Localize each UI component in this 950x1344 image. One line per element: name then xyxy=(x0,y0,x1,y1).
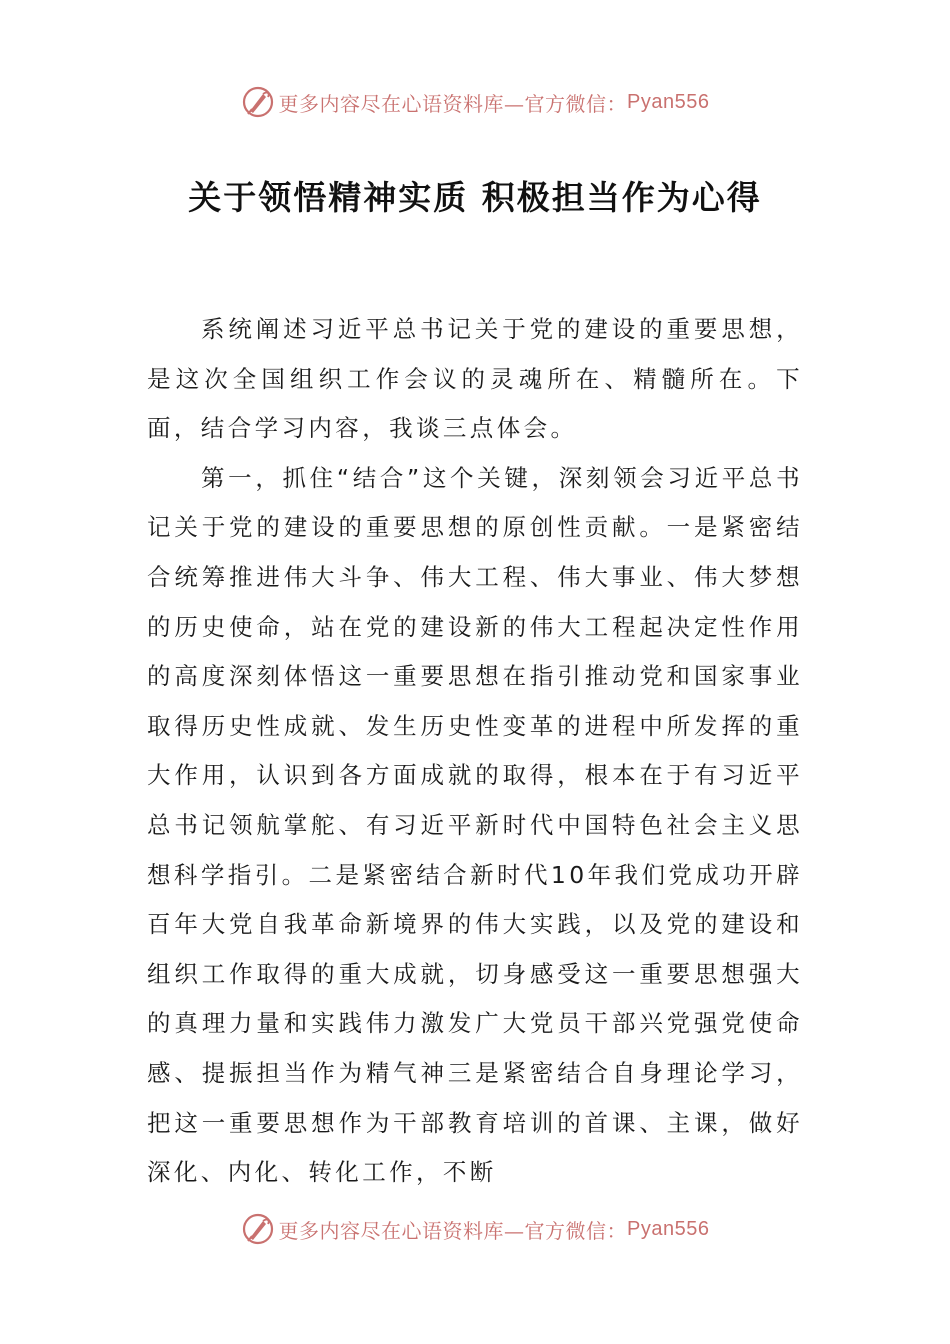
quill-logo-icon xyxy=(241,1212,275,1246)
header-wechat-id: Pyan556 xyxy=(627,90,710,113)
quill-logo-icon xyxy=(241,85,275,119)
document-body-viewport xyxy=(140,305,820,1187)
footer-wechat-id: Pyan556 xyxy=(627,1217,710,1240)
footer-watermark-banner xyxy=(0,1209,950,1249)
paragraph-1: 系统阐述习近平总书记关于党的建设的重要思想，是这次全国组织工作会议的灵魂所在、精髓所在。下面，结合学习内容，我谈三点体会。 xyxy=(147,315,803,443)
document-body xyxy=(147,305,803,1198)
document-title: 关于领悟精神实质 积极担当作为心得 xyxy=(188,178,762,217)
header-watermark-banner xyxy=(0,82,950,122)
paragraph-2: 第一，抓住“结合”这个关键，深刻领会习近平总书记关于党的建设的重要思想的原创性贡献。一是紧密结合统筹推进伟大斗争、伟大工程、伟大事业、伟大梦想的历史使命，站在党的建设新的伟大工程起决定性作用的高度深刻体悟这一重要思想在指引推动党和国家事业取得历史性成就、发生历史性变革的进程中所发挥的重大作用，认识到各方面成就的取得，根本在于有习近平总书记领航掌舵、有习近平新时代中国特色社会主义思想科学指引。二是紧密结合新时代10年我们党成功开辟百年大党自我革命新境界的伟大实践，以及党的建设和组织工作取得的重大成就，切身感受这一重要思想强大的真理力量和实践伟力激发广大党员干部兴党强党使命感、提振担当作为精气神三是紧密结合自身理论学习，把这一重要思想作为干部教育培训的首课、主课，做好深化、内化、转化工作，不断 xyxy=(147,463,803,1187)
header-watermark-text: 更多内容尽在心语资料库—官方微信： xyxy=(278,91,628,116)
footer-watermark-text: 更多内容尽在心语资料库—官方微信： xyxy=(278,1218,628,1243)
